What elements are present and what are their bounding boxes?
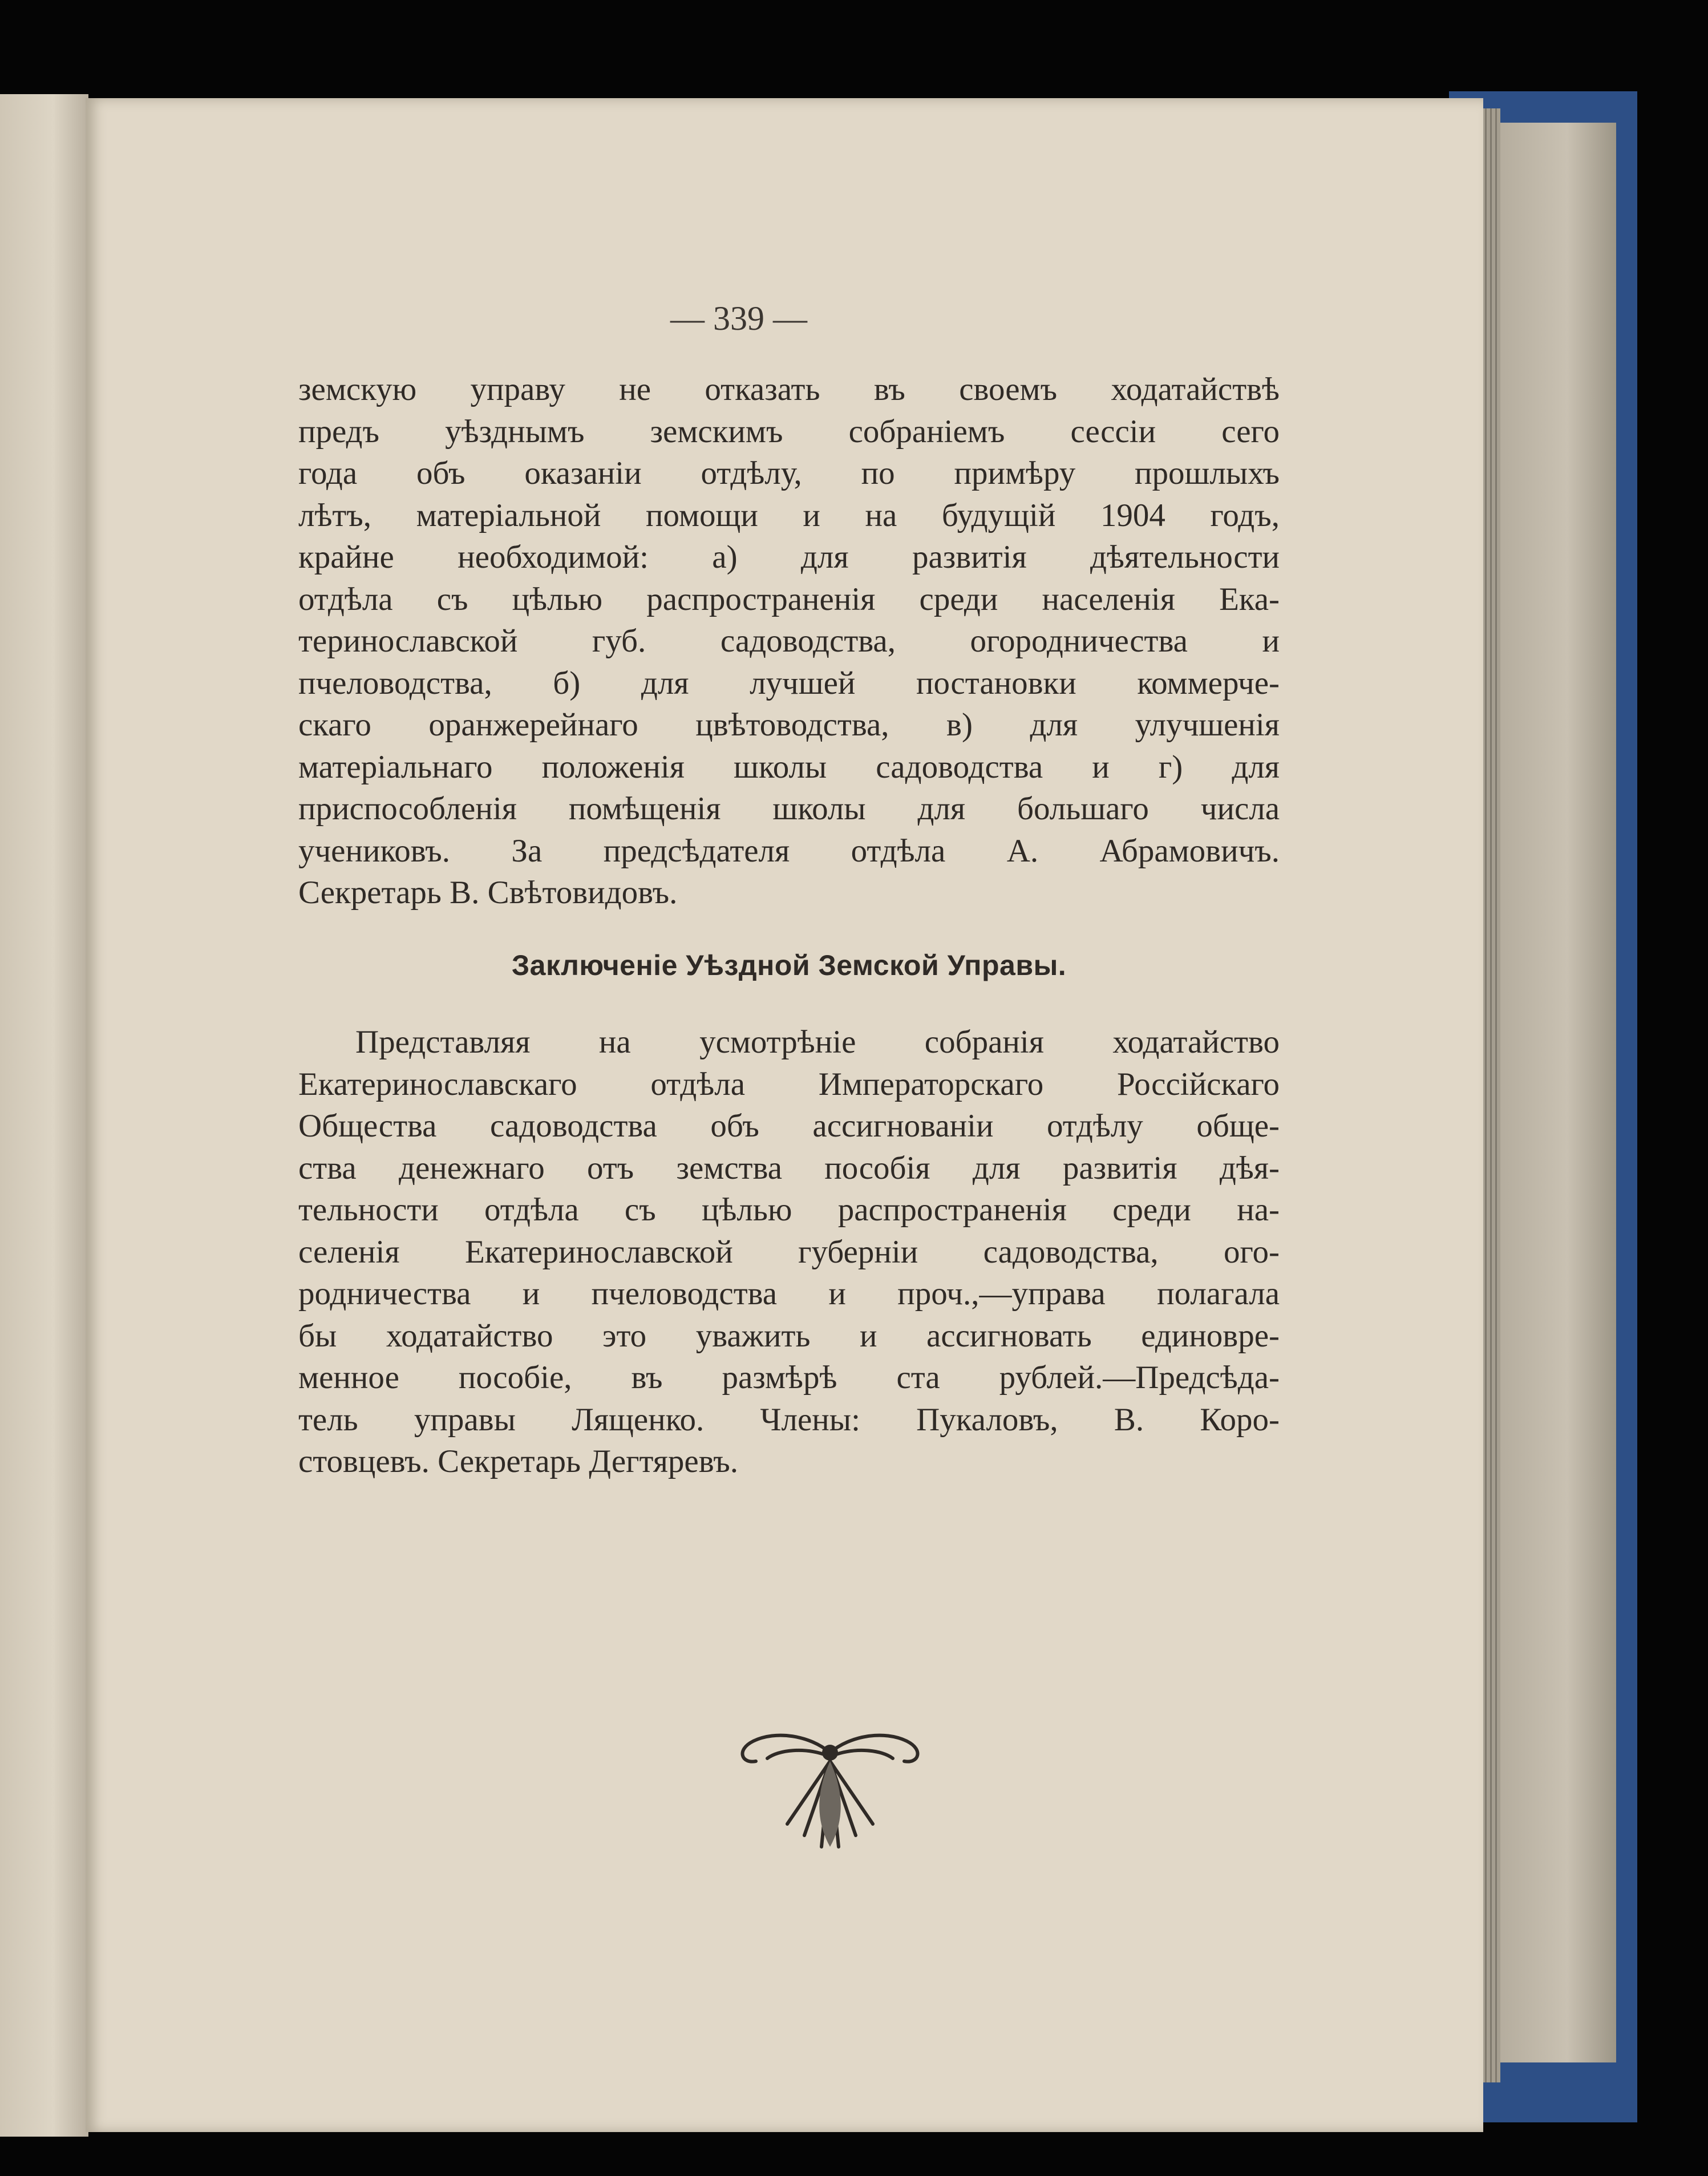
text-line: бы ходатайство это уважить и ассигновать единовре- (298, 1317, 1280, 1354)
text-line: приспособленія помѣщенія школы для большаго числа (298, 791, 1280, 827)
text-line: года объ оказаніи отдѣлу, по примѣру прошлыхъ (298, 455, 1280, 491)
text-line: учениковъ. За предсѣдателя отдѣла А. Абрамовичъ. (298, 832, 1280, 869)
text-line: селенія Екатеринославской губерніи садоводства, ого- (298, 1233, 1280, 1270)
text-line: тель управы Лященко. Члены: Пукаловъ, В. Коро- (298, 1401, 1280, 1438)
text-line: предъ уѣзднымъ земскимъ собраніемъ сессіи сего (298, 413, 1280, 450)
text-block (298, 369, 1280, 1483)
text-line: матеріальнаго положенія школы садоводства и г) для (298, 749, 1280, 785)
text-line: теринославской губ. садоводства, огородничества и (298, 623, 1280, 659)
text-line: скаго оранжерейнаго цвѣтоводства, в) для улучшенія (298, 707, 1280, 743)
text-line: родничества и пчеловодства и проч.,—управа полагала (298, 1276, 1280, 1312)
paragraph-petition (298, 369, 1280, 914)
text-line: тельности отдѣла съ цѣлью распространенія среди на- (298, 1192, 1280, 1228)
text-line: пчеловодства, б) для лучшей постановки коммерче- (298, 665, 1280, 701)
section-heading: Заключеніе Уѣздной Земской Управы. (511, 949, 1067, 981)
text-line: стовцевъ. Секретарь Дегтяревъ. (298, 1443, 738, 1479)
text-line: земскую управу не отказать въ своемъ ходатайствѣ (298, 371, 1280, 407)
book-page (86, 98, 1483, 2132)
page-number: — 339 — (670, 300, 807, 337)
text-line: отдѣла съ цѣлью распространенія среди населенія Ека- (298, 581, 1280, 617)
text-line: Представляя на усмотрѣніе собранія ходатайство (355, 1024, 1280, 1060)
text-line: ства денежнаго отъ земства пособія для развитія дѣя- (298, 1150, 1280, 1186)
text-line: Общества садоводства объ ассигнованіи отдѣлу обще- (298, 1108, 1280, 1144)
cover-endpaper (1489, 123, 1616, 2062)
text-line: крайне необходимой: а) для развитія дѣятельности (298, 539, 1280, 575)
text-line: менное пособіе, въ размѣрѣ ста рублей.—Предсѣда- (298, 1360, 1280, 1396)
text-line: Секретарь В. Свѣтовидовъ. (298, 875, 678, 911)
text-line: лѣтъ, матеріальной помощи и на будущій 1904 годъ, (298, 497, 1280, 533)
floral-vignette-icon (725, 1730, 936, 1855)
paragraph-conclusion (298, 1021, 1280, 1483)
text-line: Екатеринославскаго отдѣла Императорскаго Россійскаго (298, 1066, 1280, 1102)
facing-page-edge (0, 94, 88, 2137)
